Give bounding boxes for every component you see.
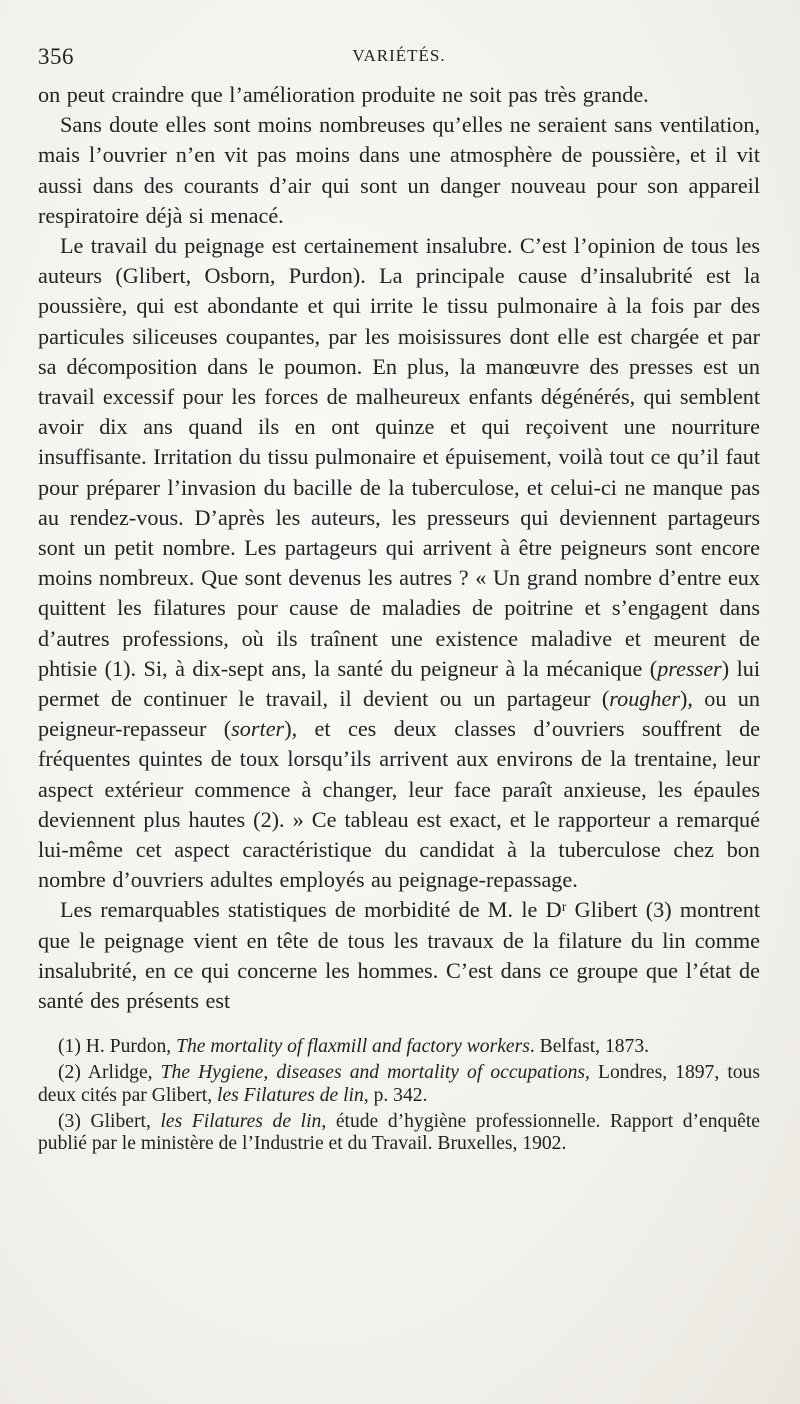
footnote-2-title-2: les Filatures de lin bbox=[217, 1084, 364, 1106]
paragraph-1: on peut craindre que l’amélioration produite ne soit pas très grande. bbox=[38, 82, 649, 107]
running-title: VARIÉTÉS. bbox=[352, 46, 446, 65]
page-number: 356 bbox=[38, 44, 74, 69]
footnote-3-title: les Filatures de lin bbox=[160, 1110, 322, 1132]
term-rougher: rougher bbox=[609, 686, 680, 712]
paragraph-3-text-b: ) lui permet de continuer le travail, il devient ou un partageur ( bbox=[38, 655, 761, 712]
footnotes bbox=[38, 1036, 760, 1156]
paragraph-3 bbox=[38, 231, 760, 895]
paragraph-4: Les remarquables statistiques de morbidité de M. le Dʳ Glibert (3) montrent que le peignage vient en tête de tous les travaux de la filature du lin comme insalubrité, en ce qui concerne les hommes. C’est dans ce groupe que l’état de santé des présents est bbox=[38, 897, 760, 1014]
footnote-3-text-a: (3) Glibert, bbox=[58, 1110, 161, 1132]
footnote-1-text-a: (1) H. Purdon, bbox=[58, 1036, 177, 1058]
paragraph-3-text-a: Le travail du peignage est certainement insalubre. C’est l’opinion de tous les auteurs (Glibert, Osborn, Purdon). La principale cause d’insalubrité est la poussière, qui est abondante et qui irrite le tissu pulmonaire à la fois par des particules siliceuses coupantes, par les moisissures dont elle est chargée et par sa décomposition dans le poumon. En plus, la manœuvre des presses est un travail excessif pour les forces de malheureux enfants dégénérés, qui semblent avoir dix ans quand ils en ont quinze et qui reçoivent une nourriture insuffisante. Irritation du tissu pulmonaire et épuisement, voilà tout ce qu’il faut pour préparer l’invasion du bacille de la tuberculose, et celui-ci ne manque pas au rendez-vous. D’après les auteurs, les presseurs qui deviennent partageurs sont un petit nombre. Les partageurs qui arrivent à être peigneurs sont encore moins nombreux. Que sont devenus les autres ? « Un grand nombre d’entre eux quittent les filatures pour cause de maladies de poitrine et s’engagent dans d’autres professions, où ils traînent une existence maladive et meurent de phtisie (1). Si, à dix-sept ans, la santé du peigneur à la mécanique ( bbox=[38, 233, 760, 681]
footnote-2-text-c: , p. 342. bbox=[363, 1084, 428, 1106]
term-sorter: sorter bbox=[231, 716, 285, 742]
footnote-3-text-b: , étude d’hygiène professionnelle. Rapport d’enquête publié par le ministère de l’Industrie et du Travail. Bruxelles, 1902. bbox=[38, 1110, 760, 1155]
footnote-1 bbox=[38, 1036, 760, 1059]
footnote-2-text-b: , Londres, 1897, tous deux cités par Glibert, bbox=[38, 1062, 760, 1106]
footnote-2 bbox=[38, 1062, 760, 1108]
footnote-3 bbox=[38, 1111, 760, 1157]
body-text bbox=[38, 80, 760, 1016]
footnote-1-text-b: . Belfast, 1873. bbox=[529, 1036, 650, 1058]
footnote-2-text-a: (2) Arlidge, bbox=[58, 1062, 161, 1084]
term-presser: presser bbox=[657, 655, 722, 681]
footnote-1-title: The mortality of flaxmill and factory workers bbox=[176, 1036, 530, 1058]
footnote-2-title-1: The Hygiene, diseases and mortality of occupations bbox=[160, 1062, 586, 1084]
running-head bbox=[38, 36, 760, 80]
paragraph-3-text-c: ), ou un peigneur-repasseur ( bbox=[38, 686, 760, 742]
paragraph-3-text-d: ), et ces deux classes d’ouvriers souffrent de fréquentes quintes de toux lorsqu’ils arrivent aux environs de la trentaine, leur aspect extérieur commence à changer, leur face paraît anxieuse, les épaules deviennent plus hautes (2). » Ce tableau est exact, et le rapporteur a remarqué lui-même cet aspect caractéristique du candidat à la tuberculose chez bon nombre d’ouvriers adultes employés au peignage-repassage. bbox=[38, 716, 761, 893]
paragraph-2: Sans doute elles sont moins nombreuses qu’elles ne seraient sans ventilation, mais l’ouvrier n’en vit pas moins dans une atmosphère de poussière, et il vit aussi dans des courants d’air qui sont un danger nouveau pour son appareil respiratoire déjà si menacé. bbox=[38, 112, 760, 228]
